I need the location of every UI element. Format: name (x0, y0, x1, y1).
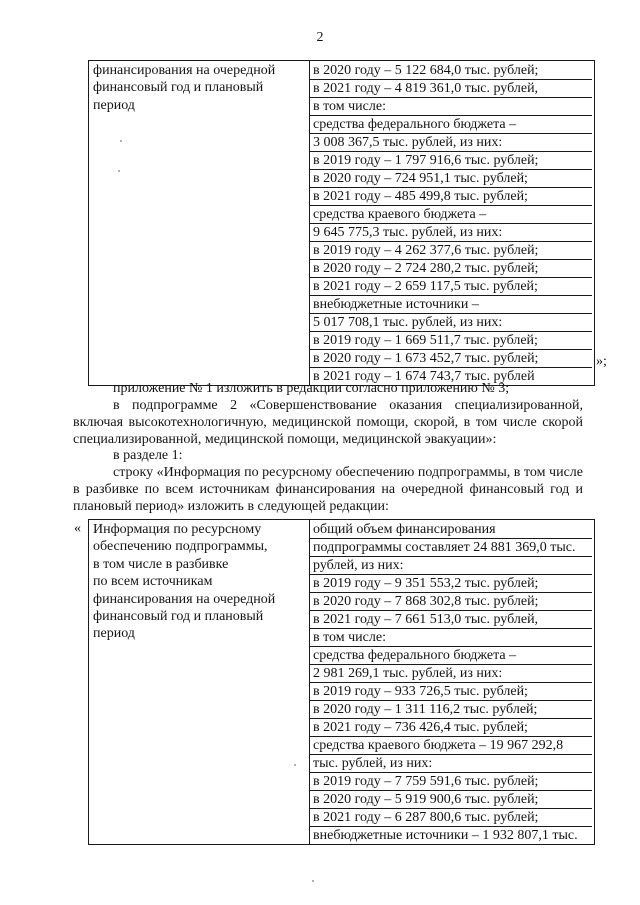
table2-value-line: общий объем финансирования (310, 521, 592, 539)
table1-value-line: в 2021 году – 485 499,8 тыс. рублей; (310, 188, 592, 206)
table1-value-line: в 2021 году – 2 659 117,5 тыс. рублей; (310, 278, 592, 296)
table1-value-line: 3 008 367,5 тыс. рублей, из них: (310, 134, 592, 152)
table1-value-line: в 2021 году – 1 674 743,7 тыс. рублей (313, 369, 535, 384)
scan-speck (294, 764, 296, 766)
table1-value-cell (310, 61, 595, 386)
table1-value-line: средства краевого бюджета – (310, 206, 592, 224)
table2-value-line: средства федерального бюджета – (310, 647, 592, 665)
scan-speck (120, 140, 122, 142)
table1-value-line: в 2020 году – 724 951,1 тыс. рублей; (310, 170, 592, 188)
table2-value-line: 2 981 269,1 тыс. рублей, из них: (310, 665, 592, 683)
table2-label-cell (89, 520, 310, 845)
table2-value-line: в 2021 году – 7 661 513,0 тыс. рублей, (310, 611, 592, 629)
table2-value-line: в 2020 году – 5 919 900,6 тыс. рублей; (310, 791, 592, 809)
paragraph-section: в разделе 1: (113, 448, 183, 463)
scan-speck (312, 880, 314, 882)
table2-label-line: период (93, 626, 135, 642)
table1-value-line: внебюджетные источники – (310, 296, 592, 314)
table2-value-line: в 2020 году – 7 868 302,8 тыс. рублей; (310, 593, 592, 611)
table2-value-line: в 2021 году – 736 426,4 тыс. рублей; (310, 719, 592, 737)
table1-value-line: в 2020 году – 1 673 452,7 тыс. рублей; (310, 350, 592, 368)
table2-value-line: тыс. рублей, из них: (310, 755, 592, 773)
table2-value-line: в 2019 году – 933 726,5 тыс. рублей; (310, 683, 592, 701)
table2-label-line: Информация по ресурсному (93, 522, 262, 537)
table2-value-line: в 2019 году – 9 351 553,2 тыс. рублей; (310, 575, 592, 593)
scan-speck (118, 170, 120, 172)
table1-label-cell (89, 61, 310, 386)
table1-value-line: в 2019 году – 1 797 916,6 тыс. рублей; (310, 152, 592, 170)
table2-value-line: рублей, из них: (310, 557, 592, 575)
table2-value-line: средства краевого бюджета – 19 967 292,8 (310, 737, 592, 755)
table1-label-line: финансовый год и плановый (93, 80, 264, 96)
table1-value-line: 9 645 775,3 тыс. рублей, из них: (310, 224, 592, 242)
opening-quote: « (74, 521, 81, 536)
table2-value-line: в 2019 году – 7 759 591,6 тыс. рублей; (310, 773, 592, 791)
closing-quote: »; (596, 354, 607, 369)
resource-table-continued (88, 60, 595, 386)
table2-value-line: в 2021 году – 6 287 800,6 тыс. рублей; (310, 809, 592, 827)
table2-label-line: обеспечению подпрограммы, (93, 539, 268, 555)
table1-value-line: в 2020 году – 5 122 684,0 тыс. рублей; (310, 62, 592, 80)
paragraph-subprogram: в подпрограмме 2 «Совершенствование оказания специализированной, включая высокотехнологичную, медицинской помощи, скорой, в том числе скорой специализированной, медицинской помощи, медицинской эвакуации»: (73, 398, 583, 447)
table2-label-line: по всем источникам (93, 574, 213, 590)
table1-label-line: финансирования на очередной (93, 63, 276, 78)
table2-value-line: подпрограммы составляет 24 881 369,0 тыс. (310, 539, 592, 557)
table2-label-line: финансовый год и плановый (93, 609, 264, 625)
table1-value-line: в 2019 году – 4 262 377,6 тыс. рублей; (310, 242, 592, 260)
table1-value-line: в 2020 году – 2 724 280,2 тыс. рублей; (310, 260, 592, 278)
table2-label-line: финансирования на очередной (93, 591, 276, 607)
paragraph-appendix: приложение № 1 изложить в редакции согласно приложению № 3; (113, 381, 510, 396)
page-number: 2 (316, 30, 324, 45)
table2-value-cell (310, 520, 595, 845)
table1-value-line: в том числе: (310, 98, 592, 116)
table2-value-line: в том числе: (310, 629, 592, 647)
paragraph-row-instruction: строку «Информация по ресурсному обеспечению подпрограммы, в том числе в разбивке по всем источникам финансирования на очередной финансовый год и плановый период» изложить в следующей редакции: (73, 465, 583, 514)
table1-label-line: период (93, 97, 135, 113)
resource-table-new (88, 519, 595, 845)
table1-value-line: в 2019 году – 1 669 511,7 тыс. рублей; (310, 332, 592, 350)
table2-value-line: внебюджетные источники – 1 932 807,1 тыс. (313, 828, 578, 843)
table1-value-line: 5 017 708,1 тыс. рублей, из них: (310, 314, 592, 332)
table2-value-line: в 2020 году – 1 311 116,2 тыс. рублей; (310, 701, 592, 719)
table1-value-line: средства федерального бюджета – (310, 116, 592, 134)
table1-value-line: в 2021 году – 4 819 361,0 тыс. рублей, (310, 80, 592, 98)
table2-label-line: в том числе в разбивке (93, 556, 229, 572)
